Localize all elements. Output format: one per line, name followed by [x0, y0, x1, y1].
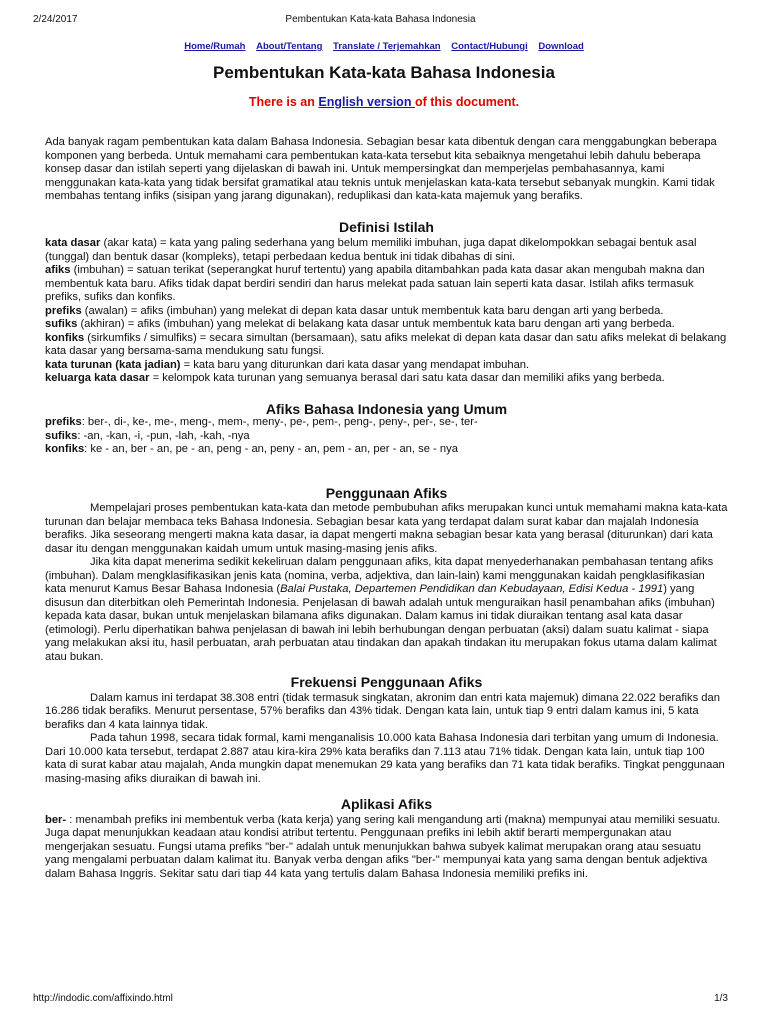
usage-p2-before: Jika kita dapat menerima sedikit kekeliruan dalam penggunaan afiks, kita dapat menyederhanakan pembahasan tentang afiks (imbuhan). Dalam mengklasifikasikan jenis kata (nomina, verba, adjektiva, dan lain-lain) kami menggunakan kaidah pengklasifikasian kata menurut Kamus Besar Bahasa Indonesia (	[45, 556, 714, 595]
print-header	[33, 14, 728, 28]
definition-term: konfiks	[45, 331, 85, 344]
frequency-paragraph-1: Dalam kamus ini terdapat 38.308 entri (tidak termasuk singkatan, akronim dan entri kata majemuk) dimana 22.022 berafiks dan 16.286 tidak berafiks. Menurut persentase, 57% berafiks dan 43% tidak. Dengan kata lain, untuk tiap 9 entri dalam kamus ini, 5 kata berafiks dan 4 kata lainnya tidak.	[45, 691, 720, 731]
print-title: Pembentukan Kata-kata Bahasa Indonesia	[285, 14, 476, 25]
english-version-link[interactable]: English version	[318, 95, 415, 109]
page-number: 1/3	[714, 993, 728, 1004]
definition-afiks	[45, 264, 728, 305]
english-notice-after: of this document.	[414, 95, 520, 109]
application-text: : menambah prefiks ini membentuk verba (kata kerja) yang sering kali mengandung arti (makna) mempunyai atau memiliki sesuatu. Juga dapat menunjukkan keadaan atau kondisi atribut tertentu. Penggunaan prefiks ini lebih aktif berarti mempergunakan atau mengerjakan sesuatu. Fungsi utama prefiks "ber-" adalah untuk menunjukkan bahwa subyek kalimat merupakan orang atau sesuatu yang mengalami perbuatan dalam kalimat itu. Banyak verba dengan afiks "ber-" mempunyai kata yang sama dengan bentuk adjektiva dalam Bahasa Inggris. Sekitar satu dari tiap 44 kata yang tertulis dalam Bahasa Indonesia memiliki prefiks ini.	[45, 813, 721, 880]
english-notice-before: There is an	[248, 95, 319, 109]
affix-label: konfiks	[45, 443, 85, 455]
print-url: http://indodic.com/affixindo.html	[33, 993, 173, 1004]
definition-term: sufiks	[45, 318, 78, 330]
definition-keluarga-kata-dasar	[45, 372, 728, 386]
definition-term: kata dasar	[45, 237, 101, 249]
common-affixes-heading: Afiks Bahasa Indonesia yang Umum	[265, 400, 508, 417]
usage-heading: Penggunaan Afiks	[325, 484, 448, 501]
definition-konfiks	[45, 332, 728, 359]
usage-paragraph-1: Mempelajari proses pembentukan kata-kata dan metode pembubuhan afiks merupakan kunci untuk memahami makna kata-kata turunan dan belajar membaca teks Bahasa Indonesia. Sebagian besar kata yang terdapat dalam surat kabar dan majalah Indonesia berafiks. Jika seseorang mengerti makna kata dasar, ia dapat mengerti makna sebagian besar kata yang berasal (diturunkan) dari kata dasar itu dengan menggunakan kaidah umum untuk masing-masing jenis afiks.	[45, 502, 728, 555]
nav-about-link[interactable]: About/Tentang	[256, 41, 323, 52]
usage-p2-after: ) yang disusun dan diterbitkan oleh Pemerintah Indonesia. Penjelasan di bawah adalah untuk menguraikan hasil penambahan afiks (imbuhan) kepada kata dasar, bukan untuk menjelaskan bilamana afiks digunakan. Dalam kamus ini tidak diuraikan tentang asal kata dasar (etimologi). Perlu diperhatikan bahwa penjelasan di bawah ini lebih berhubungan dengan perbuatan (aksi) dalam suatu kalimat - siapa yang melakukan aksi itu, hasil perbuatan, arah perbuatan atau tindakan dan apakah tindakan itu merupakan fokus utama dalam kalimat atau bukan.	[45, 583, 717, 663]
definition-text: (sirkumfiks / simulfiks) = secara simultan (bersamaan), satu afiks melekat di depan kata dasar dan satu afiks melekat di belakang kata dasar yang bersama-sama mendukung satu fungsi.	[45, 331, 727, 357]
frequency-heading: Frekuensi Penggunaan Afiks	[290, 674, 483, 690]
main-content	[45, 136, 728, 881]
page-title: Pembentukan Kata-kata Bahasa Indonesia	[212, 63, 555, 82]
common-sufiks-row	[45, 430, 728, 444]
english-version-notice	[0, 95, 768, 109]
nav-home-link[interactable]: Home/Rumah	[184, 41, 246, 52]
definition-term: prefiks	[45, 304, 82, 317]
frequency-paragraph-2: Pada tahun 1998, secara tidak formal, kami menganalisis 10.000 kata Bahasa Indonesia dari terbitan yang umum di Indonesia. Dari 10.000 kata tersebut, terdapat 2.887 atau kira-kira 29% kata berafiks dan 7.113 atau 71% tidak. Dengan kata lain, untuk tiap 100 kata di surat kabar atau majalah, Anda mungkin dapat menemukan 29 kata yang berafiks dan 71 kata tidak berafiks. Tingkat penggunaan masing-masing afiks diuraikan di bawah ini.	[45, 732, 725, 785]
definition-term: keluarga kata dasar	[45, 372, 150, 384]
definition-text: = kata baru yang diturunkan dari kata dasar yang mendapat imbuhan.	[180, 358, 530, 371]
definition-text: (akhiran) = afiks (imbuhan) yang melekat di belakang kata dasar untuk membentuk kata baru dengan arti yang berbeda.	[77, 318, 675, 330]
definitions-heading: Definisi Istilah	[339, 218, 434, 235]
affix-label: sufiks	[45, 429, 78, 442]
nav-contact-link[interactable]: Contact/Hubungi	[451, 41, 528, 52]
definition-term: kata turunan (kata jadian)	[45, 358, 181, 371]
affix-list: : ke - an, ber - an, pe - an, peng - an, peny - an, pem - an, per - an, se - nya	[84, 443, 458, 455]
definition-term: afiks	[45, 264, 71, 276]
nav-translate-link[interactable]: Translate / Terjemahkan	[333, 41, 441, 52]
definition-text: (awalan) = afiks (imbuhan) yang melekat di depan kata dasar untuk membentuk kata baru dengan arti yang berbeda.	[81, 304, 664, 317]
common-prefiks-row	[45, 416, 728, 430]
affix-label: prefiks	[45, 416, 82, 428]
definition-text: = kelompok kata turunan yang semuanya berasal dari satu kata dasar dan memiliki afiks yang berbeda.	[149, 372, 665, 384]
print-footer	[33, 993, 728, 1007]
common-konfiks-row	[45, 443, 728, 457]
application-ber-paragraph	[45, 814, 728, 882]
application-term: ber-	[45, 813, 67, 826]
definition-kata-turunan	[45, 359, 728, 373]
application-heading: Aplikasi Afiks	[340, 796, 433, 812]
usage-p2-citation: Balai Pustaka, Departemen Pendidikan dan Kebudayaan, Edisi Kedua - 1991	[280, 583, 664, 595]
print-date: 2/24/2017	[33, 14, 78, 25]
definition-sufiks	[45, 318, 728, 332]
affix-list: : ber-, di-, ke-, me-, meng-, mem-, meny-, pe-, pem-, peng-, peny-, per-, se-, ter-	[81, 416, 478, 428]
definition-kata-dasar	[45, 237, 728, 264]
definition-text: (akar kata) = kata yang paling sederhana yang belum memiliki imbuhan, juga dapat dikelompokkan sebagai bentuk asal (tunggal) dan bentuk dasar (kompleks), tetapi perbedaan kedua bentuk ini tidak dibahas di sini.	[45, 237, 697, 263]
intro-paragraph: Ada banyak ragam pembentukan kata dalam Bahasa Indonesia. Sebagian besar kata dibentuk dengan cara menggabungkan beberapa komponen yang berbeda. Untuk memahami cara pembentukan kata-kata tersebut kita sebaiknya mengetahui lebih dahulu beberapa konsep dasar dan istilah seperti yang dijelaskan di bawah ini. Untuk mempersingkat dan memperjelas pembahasannya, kami menggunakan kata-kata yang tidak bersifat gramatikal atau teknis untuk menjelaskan kata-kata tersebut sebanyak mungkin. Kami tidak membahas tentang infiks (sisipan yang jarang digunakan), reduplikasi dan kata-kata majemuk yang berafiks.	[45, 136, 717, 202]
usage-paragraph-2	[45, 556, 728, 664]
top-nav	[0, 41, 768, 52]
nav-download-link[interactable]: Download	[538, 41, 584, 52]
affix-list: : -an, -kan, -i, -pun, -lah, -kah, -nya	[77, 429, 250, 442]
definition-prefiks	[45, 305, 728, 319]
definition-text: (imbuhan) = satuan terikat (seperangkat huruf tertentu) yang apabila ditambahkan pada kata dasar akan mengubah makna dan membentuk kata baru. Afiks tidak dapat berdiri sendiri dan harus melekat pada satuan lain seperti kata dasar. Istilah afiks termasuk prefiks, sufiks dan konfiks.	[45, 264, 705, 303]
